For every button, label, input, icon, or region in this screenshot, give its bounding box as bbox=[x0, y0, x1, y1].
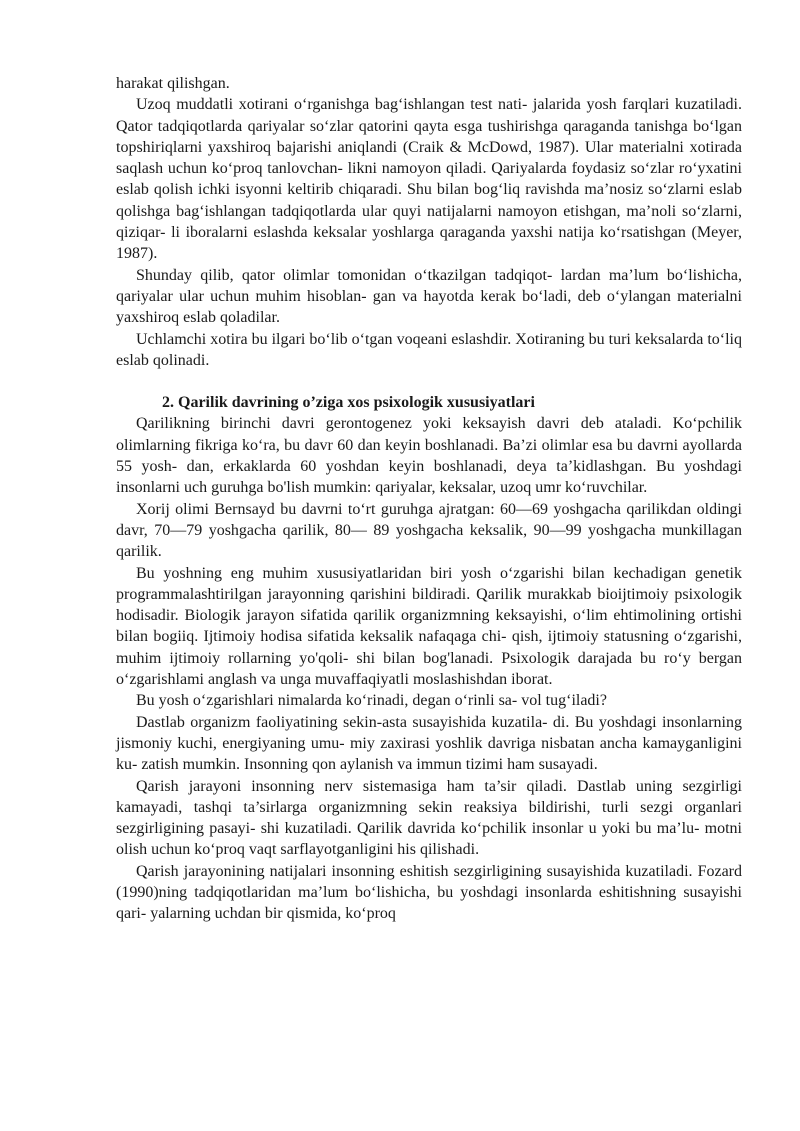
document-body bbox=[116, 73, 742, 925]
paragraph-conclusion-memory: Shunday qilib, qator olimlar tomonidan o‘tkazilgan tadqiqot- lardan ma’lum bo‘lishicha, qariyalar ular uchun muhim hisoblan- gan va hayotda kerak bo‘ladi, deb o‘ylangan materialni yaxshiroq eslab qoladilar. bbox=[116, 266, 742, 327]
section-heading: 2. Qarilik davrining o’ziga xos psixologik xususiyatlari bbox=[162, 394, 535, 412]
paragraph-gerontogenesis: Qarilikning birinchi davri gerontogenez yoki keksayish davri deb ataladi. Ko‘pchilik olimlarning fikriga ko‘ra, bu davr 60 dan keyin boshlanadi. Ba’zi olimlar esa bu davrni ayollarda 55 yosh- dan, erkaklarda 60 yoshdan keyin boshlanadi, deya ta’kidlashgan. Bu yoshdagi insonlarni uch guruhga bo'lish mumkin: qariyalar, keksalar, uzoq umr ko‘ruvchilar. bbox=[116, 415, 742, 497]
paragraph-tertiary-memory: Uchlamchi xotira bu ilgari bo‘lib o‘tgan voqeani eslashdir. Xotiraning bu turi keksalarda to‘liq eslab qolinadi. bbox=[116, 330, 742, 369]
paragraph-bernside-groups: Xorij olimi Bernsayd bu davrni to‘rt guruhga ajratgan: 60—69 yoshgacha qarilikdan oldingi davr, 70—79 yoshgacha qarilik, 80— 89 yoshgacha keksalik, 90—99 yoshgacha munkillagan qarilik. bbox=[116, 500, 742, 561]
paragraph-question: Bu yosh o‘zgarishlari nimalarda ko‘rinadi, degan o‘rinli sa- vol tug‘iladi? bbox=[136, 692, 607, 710]
paragraph-nervous-system: Qarish jarayoni insonning nerv sistemasiga ham ta’sir qiladi. Dastlab uning sezgirligi kamayadi, tashqi ta’sirlarga organizmning sekin reaksiya bildirishi, turli sezgi organlari sezgirligining pasayi- shi kuzatiladi. Qarilik davrida ko‘pchilik insonlar u yoki bu ma’lu- motni olish uchun ko‘proq vaqt sarflayotganligini his qilishadi. bbox=[116, 777, 742, 859]
paragraph-continuation: harakat qilishgan. bbox=[116, 75, 230, 92]
paragraph-age-features: Bu yoshning eng muhim xususiyatlaridan biri yosh o‘zgarishi bilan kechadigan genetik programmalashtirilgan jarayonning qarishini bildiradi. Qarilik murakkab bioijtimoiy psixologik hodisadir. Biologik jarayon sifatida qarilik organizmning keksayishi, o‘lim ehtimolining ortishi bilan bogiiq. Ijtimoiy hodisa sifatida keksalik nafaqaga chi- qish, ijtimoiy statusning o‘zgarishi, muhim ijtimoiy rollarning yo'qoli- shi bilan bog'lanadi. Psixologik darajada bu ro‘y bergan o‘zgarishlami anglash va unga muvaffaqiyatli moslashishdan iborat. bbox=[116, 564, 742, 689]
paragraph-organism-activity: Dastlab organizm faoliyatining sekin-asta susayishida kuzatila- di. Bu yoshdagi insonlarning jismoniy kuchi, energiyaning umu- miy zaxirasi yoshlik davriga nisbatan ancha kamayganligini ku- zatish mumkin. Insonning qon aylanish va immun tizimi ham susayadi. bbox=[116, 713, 742, 774]
paragraph-hearing: Qarish jarayonining natijalari insonning eshitish sezgirligining susayishida kuzatiladi. Fozard (1990)ning tadqiqotlaridan ma’lum bo‘lishicha, bu yoshdagi insonlarda eshitishning susayishi qari- yalarning uchdan bir qismida, ko‘proq bbox=[116, 862, 742, 923]
paragraph-long-term-memory: Uzoq muddatli xotirani o‘rganishga bag‘ishlangan test nati- jalarida yosh farqlari kuzatiladi. Qator tadqiqotlarda qariyalar so‘zlar qatorini qayta esga tushirishga qaraganda tanishga bo‘lgan topshiriqlarni yaxshiroq bajarishi aniqlandi (Craik & McDowd, 1987). Ular materialni xotirada saqlash uchun ko‘proq tanlovchan- likni namoyon qiladi. Qariyalarda foydasiz so‘zlar ro‘yxatini eslab qolish ichki isyonni keltirib chiqaradi. Shu bilan bog‘liq ravishda ma’nosiz so‘zlarni eslab qolishga bag‘ishlangan tadqiqotlarda ular quyi natijalarni namoyon etishgan, ma’noli so‘zlarni, qiziqar- li iboralarni eslashda keksalar yoshlarga qaraganda yaxshi natija ko‘rsatishgan (Meyer, 1987). bbox=[116, 96, 742, 263]
